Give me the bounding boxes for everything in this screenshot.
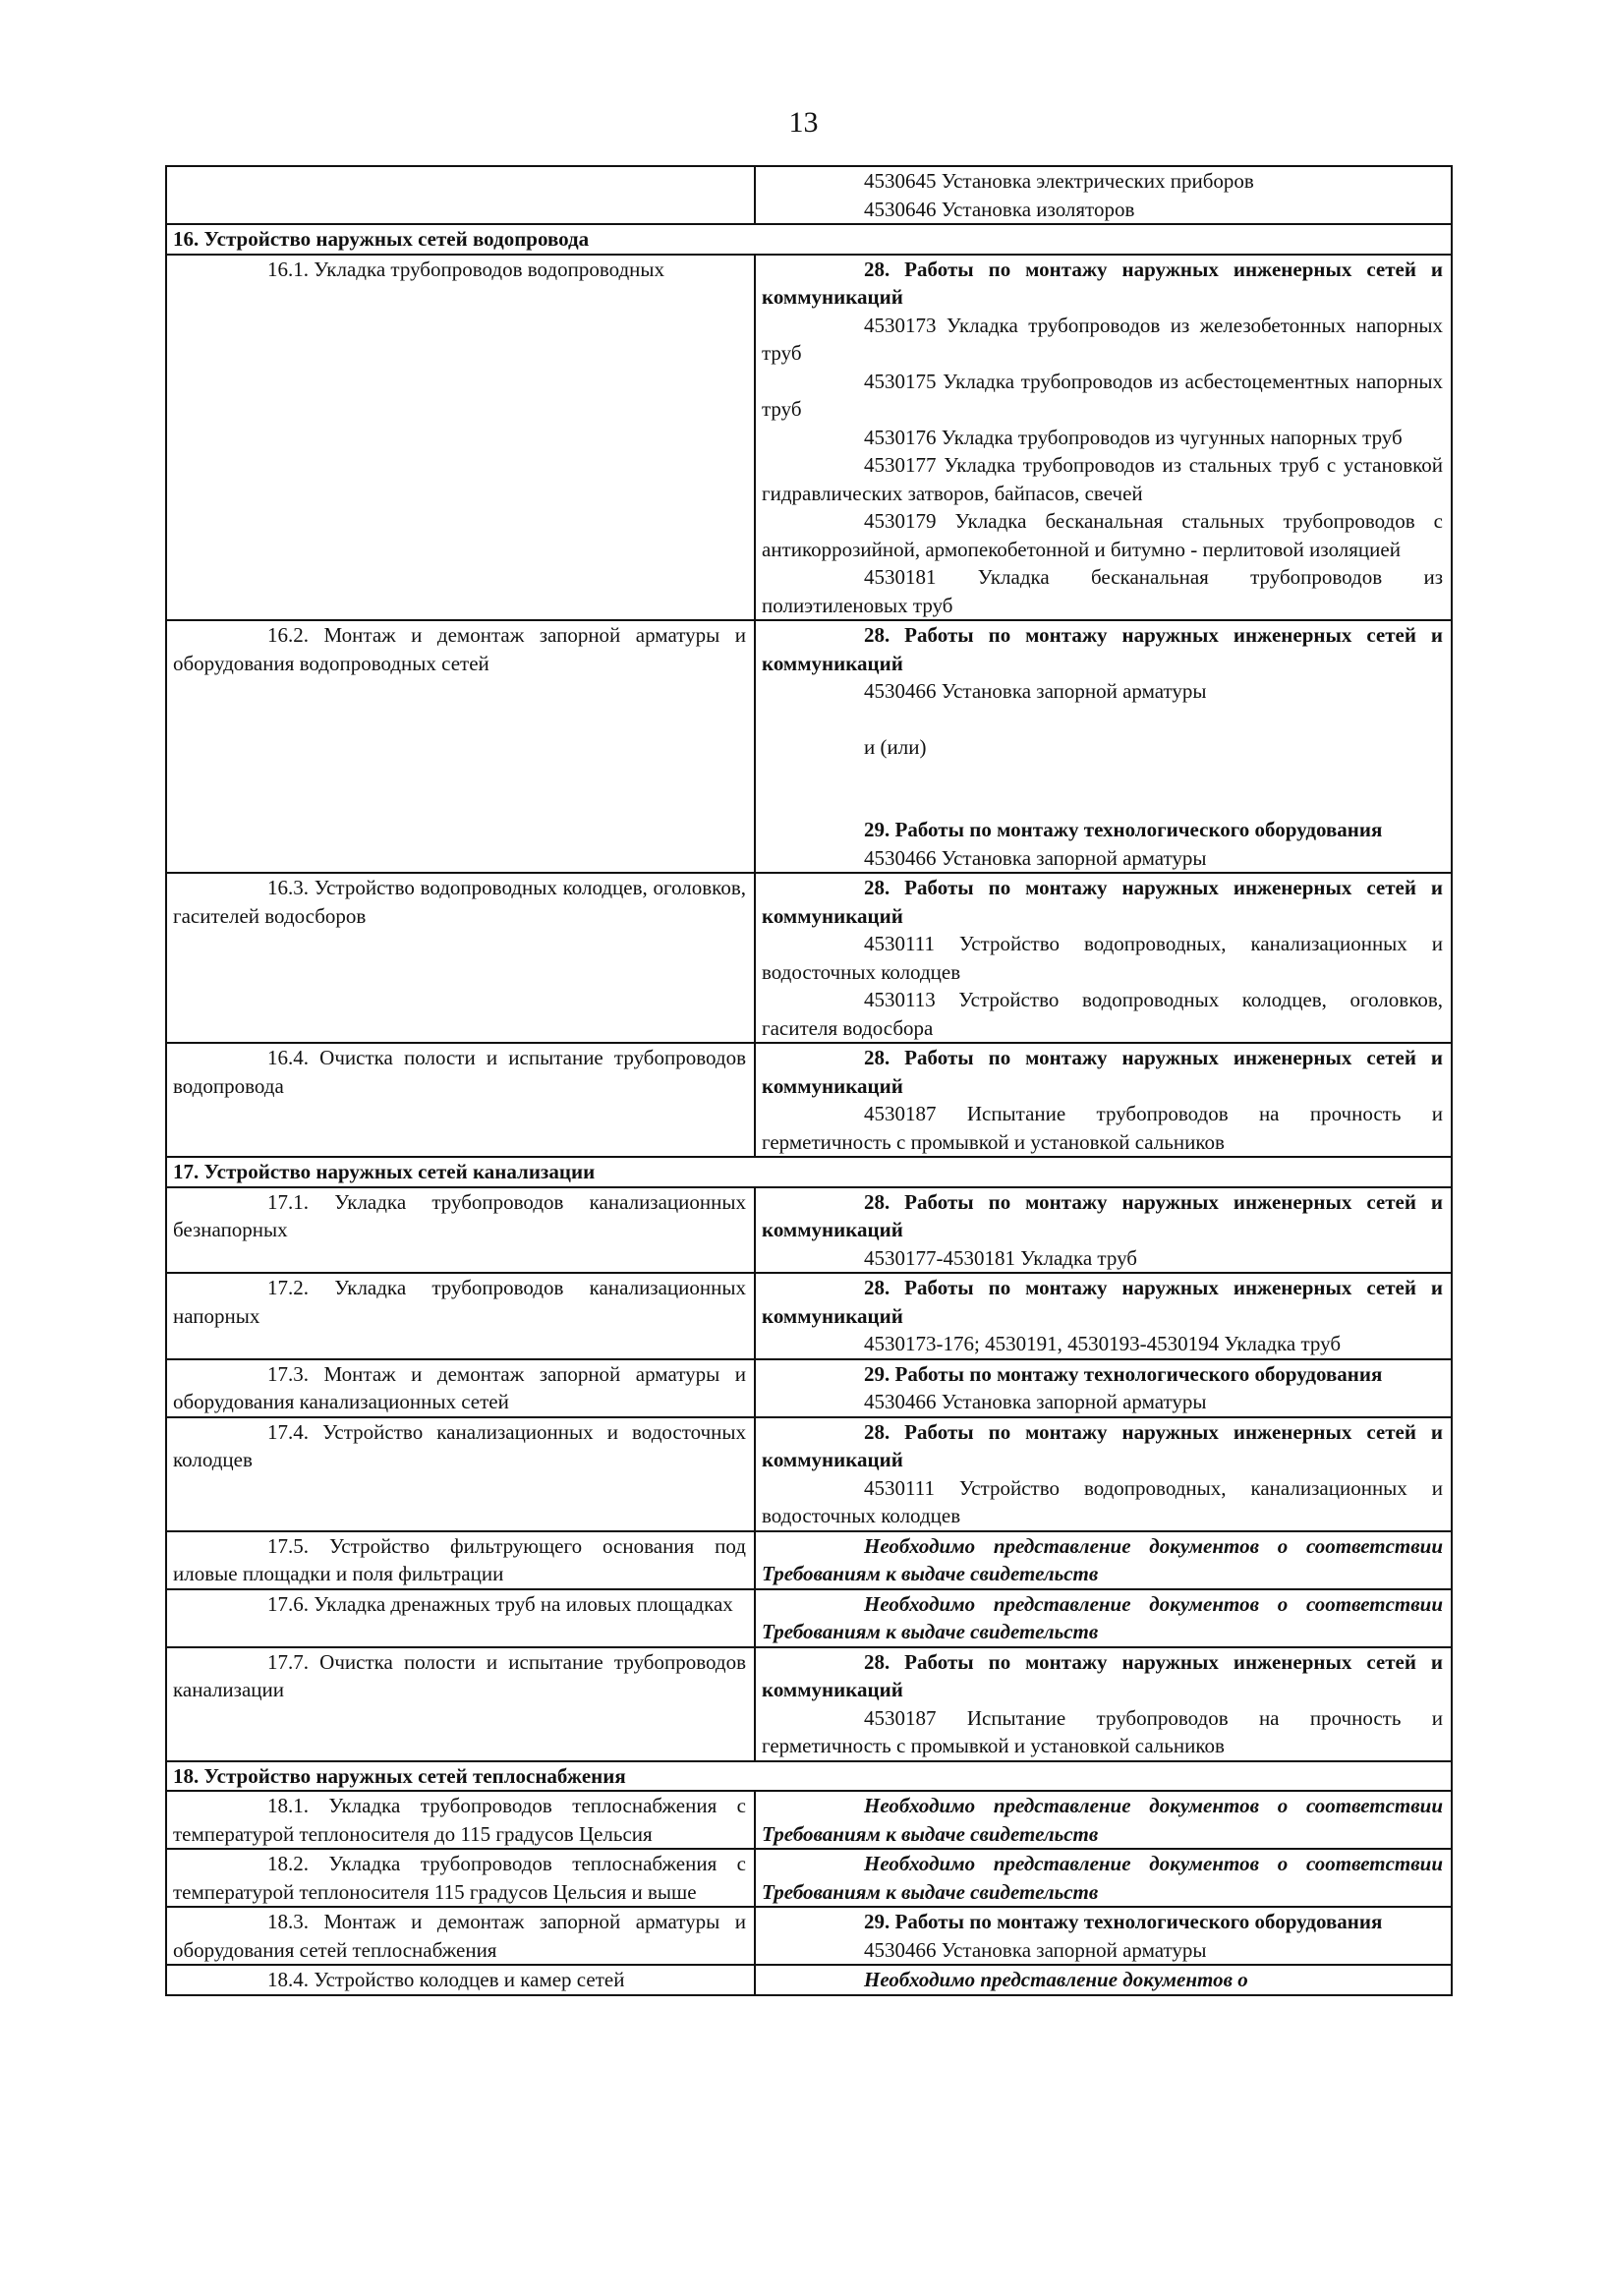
work-item-row — [166, 166, 1452, 224]
work-item-row — [166, 1187, 1452, 1274]
section-title: 16. Устройство наружных сетей водопровода — [166, 224, 1452, 255]
permit-codes-cell — [755, 873, 1452, 1043]
documents-required-note: Необходимо представление документов о соответствии Требованиям к выдаче свидетельств — [762, 1852, 1443, 1904]
works-table — [165, 165, 1453, 1996]
permit-codes-cell — [755, 1359, 1452, 1417]
permit-codes-cell — [755, 1417, 1452, 1531]
work-item-row — [166, 620, 1452, 873]
documents-required-note: Необходимо представление документов о соответствии Требованиям к выдаче свидетельств — [762, 1591, 1443, 1643]
work-type-cell: 16.3. Устройство водопроводных колодцев, оголовков, гасителей водосборов — [166, 873, 755, 1043]
section-header-row — [166, 1157, 1452, 1187]
permit-codes-cell — [755, 1043, 1452, 1157]
work-code-line: 4530187 Испытание трубопроводов на прочность и герметичность с промывкой и установкой сальников — [762, 1705, 1443, 1757]
documents-required-note: Необходимо представление документов о соответствии Требованиям к выдаче свидетельств — [762, 1794, 1443, 1846]
section-title: 18. Устройство наружных сетей теплоснабжения — [166, 1761, 1452, 1792]
work-item-row — [166, 1531, 1452, 1589]
work-type-cell: 17.4. Устройство канализационных и водосточных колодцев — [166, 1417, 755, 1531]
work-type-cell: 18.4. Устройство колодцев и камер сетей — [166, 1965, 755, 1995]
work-item-row — [166, 1647, 1452, 1761]
section-header-row — [166, 224, 1452, 255]
work-item-row — [166, 873, 1452, 1043]
work-group-heading: 28. Работы по монтажу наружных инженерных сетей и коммуникаций — [762, 257, 1443, 309]
work-code-line: 4530645 Установка электрических приборов — [864, 169, 1254, 193]
work-group-heading: 28. Работы по монтажу наружных инженерных сетей и коммуникаций — [762, 1649, 1443, 1701]
work-code-line: 4530187 Испытание трубопроводов на прочность и герметичность с промывкой и установкой сальников — [762, 1102, 1443, 1154]
permit-codes-cell — [755, 166, 1452, 224]
work-code-line: 4530177-4530181 Укладка труб — [864, 1245, 1137, 1270]
work-item-row — [166, 1589, 1452, 1647]
work-code-line: 4530466 Установка запорной арматуры — [864, 1390, 1207, 1413]
work-type-cell: 18.1. Укладка трубопроводов теплоснабжения с температурой теплоносителя до 115 градусов Цельсия — [166, 1791, 755, 1849]
permit-codes-cell — [755, 1849, 1452, 1907]
work-code-line: 4530176 Укладка трубопроводов из чугунных напорных труб — [864, 425, 1403, 449]
work-code-line: 4530466 Установка запорной арматуры — [864, 1937, 1207, 1962]
spacer — [762, 706, 1443, 733]
work-code-line: 4530175 Укладка трубопроводов из асбестоцементных напорных труб — [762, 369, 1443, 421]
work-group-heading: 28. Работы по монтажу наружных инженерных сетей и коммуникаций — [762, 1419, 1443, 1471]
work-item-row — [166, 1907, 1452, 1965]
work-code-line: 4530111 Устройство водопроводных, канализационных и водосточных колодцев — [762, 932, 1443, 984]
work-group-heading: 28. Работы по монтажу наружных инженерных сетей и коммуникаций — [762, 1046, 1443, 1098]
permit-codes-cell — [755, 1273, 1452, 1359]
work-item-row — [166, 1359, 1452, 1417]
documents-required-note: Необходимо представление документов о соответствии Требованиям к выдаче свидетельств — [762, 1533, 1443, 1585]
work-type-cell: 17.3. Монтаж и демонтаж запорной арматуры и оборудования канализационных сетей — [166, 1359, 755, 1417]
work-code-line: 4530179 Укладка бесканальная стальных трубопроводов с антикоррозийной, армопекобетонной и битумно - перлитовой изоляцией — [762, 509, 1443, 561]
permit-codes-cell — [755, 1187, 1452, 1274]
work-group-heading: 28. Работы по монтажу наружных инженерных сетей и коммуникаций — [762, 1189, 1443, 1241]
work-code-line: 4530466 Установка запорной арматуры — [864, 845, 1207, 870]
work-group-heading: 29. Работы по монтажу технологического оборудования — [864, 1910, 1383, 1933]
work-code-line: 4530111 Устройство водопроводных, канализационных и водосточных колодцев — [762, 1475, 1443, 1527]
permit-codes-cell — [755, 1589, 1452, 1647]
work-group-heading: 29. Работы по монтажу технологического оборудования — [864, 818, 1383, 841]
work-type-cell: 16.2. Монтаж и демонтаж запорной арматуры и оборудования водопроводных сетей — [166, 620, 755, 873]
section-header-row — [166, 1761, 1452, 1792]
page-number: 13 — [788, 106, 819, 139]
permit-codes-cell — [755, 1791, 1452, 1849]
section-title: 17. Устройство наружных сетей канализации — [166, 1157, 1452, 1187]
work-group-heading: 28. Работы по монтажу наружных инженерных сетей и коммуникаций — [762, 876, 1443, 928]
work-item-row — [166, 1965, 1452, 1995]
work-item-row — [166, 1043, 1452, 1157]
work-type-cell: 16.4. Очистка полости и испытание трубопроводов водопровода — [166, 1043, 755, 1157]
work-type-cell: 16.1. Укладка трубопроводов водопроводных — [166, 255, 755, 621]
permit-codes-cell — [755, 1907, 1452, 1965]
work-item-row — [166, 1273, 1452, 1359]
work-item-row — [166, 255, 1452, 621]
work-type-cell: 18.2. Укладка трубопроводов теплоснабжения с температурой теплоносителя 115 градусов Цельсия и выше — [166, 1849, 755, 1907]
works-table-body — [166, 166, 1452, 1995]
work-type-cell — [166, 166, 755, 224]
work-code-line: 4530646 Установка изоляторов — [864, 197, 1135, 221]
permit-codes-cell — [755, 255, 1452, 621]
work-item-row — [166, 1791, 1452, 1849]
permit-codes-cell — [755, 1531, 1452, 1589]
work-group-heading: 29. Работы по монтажу технологического оборудования — [864, 1361, 1383, 1386]
work-code-line: 4530466 Установка запорной арматуры — [864, 679, 1207, 703]
work-type-cell: 17.5. Устройство фильтрующего основания под иловые площадки и поля фильтрации — [166, 1531, 755, 1589]
work-type-cell: 17.2. Укладка трубопроводов канализационных напорных — [166, 1273, 755, 1359]
work-code-line: 4530177 Укладка трубопроводов из стальных труб с установкой гидравлических затворов, байпасов, свечей — [762, 453, 1443, 505]
spacer — [762, 761, 1443, 816]
work-code-line: и (или) — [864, 734, 927, 759]
work-code-line: 4530181 Укладка бесканальная трубопроводов из полиэтиленовых труб — [762, 565, 1443, 617]
work-type-cell: 17.6. Укладка дренажных труб на иловых площадках — [166, 1589, 755, 1647]
work-code-line: 4530113 Устройство водопроводных колодцев, оголовков, гасителя водосбора — [762, 988, 1443, 1040]
work-item-row — [166, 1417, 1452, 1531]
work-code-line: 4530173 Укладка трубопроводов из железобетонных напорных труб — [762, 313, 1443, 365]
work-type-cell: 17.7. Очистка полости и испытание трубопроводов канализации — [166, 1647, 755, 1761]
work-item-row — [166, 1849, 1452, 1907]
documents-required-note: Необходимо представление документов о — [864, 1968, 1248, 1991]
work-group-heading: 28. Работы по монтажу наружных инженерных сетей и коммуникаций — [762, 623, 1443, 675]
work-group-heading: 28. Работы по монтажу наружных инженерных сетей и коммуникаций — [762, 1276, 1443, 1328]
permit-codes-cell — [755, 1965, 1452, 1995]
work-code-line: 4530173-176; 4530191, 4530193-4530194 Укладка труб — [864, 1332, 1342, 1355]
permit-codes-cell — [755, 1647, 1452, 1761]
work-type-cell: 18.3. Монтаж и демонтаж запорной арматуры и оборудования сетей теплоснабжения — [166, 1907, 755, 1965]
work-type-cell: 17.1. Укладка трубопроводов канализационных безнапорных — [166, 1187, 755, 1274]
permit-codes-cell — [755, 620, 1452, 873]
